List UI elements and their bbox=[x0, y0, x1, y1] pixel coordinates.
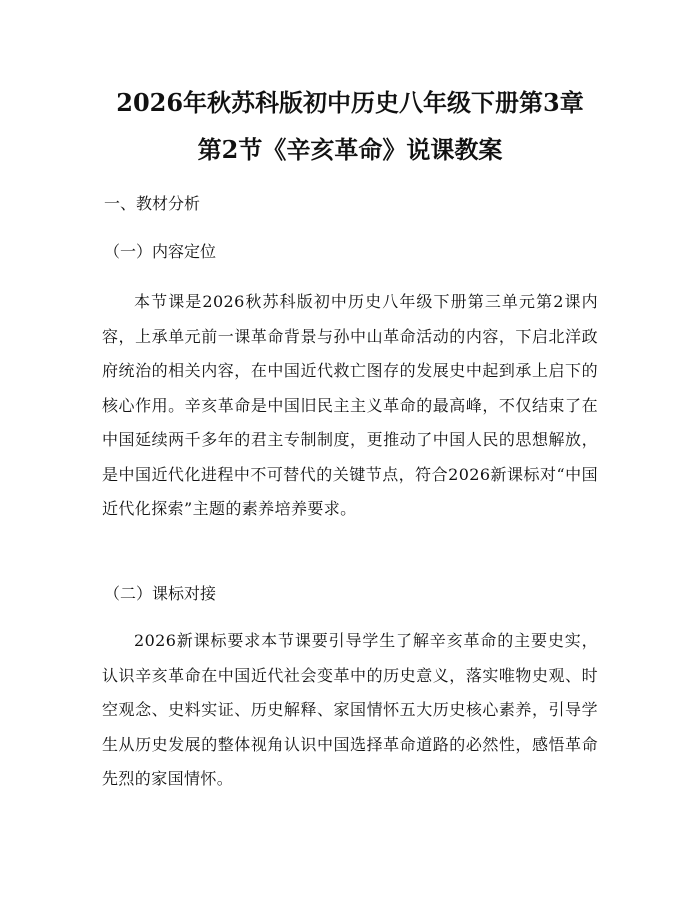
subsection-heading-content-positioning: （一）内容定位 bbox=[104, 242, 217, 261]
section-heading-textbook-analysis: 一、教材分析 bbox=[104, 194, 201, 213]
document-title-line-1: 2026年秋苏科版初中历史八年级下册第3章 bbox=[116, 88, 584, 117]
document-title-line-2: 第2节《辛亥革命》说课教案 bbox=[197, 135, 503, 164]
paragraph-content-positioning: 本节课是2026秋苏科版初中历史八年级下册第三单元第2课内容，上承单元前一课革命背景与孙中山革命活动的内容，下启北洋政府统治的相关内容，在中国近代救亡图存的发展史中起到承上启下的核心作用。辛亥革命是中国旧民主主义革命的最高峰，不仅结束了在中国延续两千多年的君主专制制度，更推动了中国人民的思想解放，是中国近代化进程中不可替代的关键节点，符合2026新课标对“中国近代化探索”主题的素养培养要求。 bbox=[102, 292, 598, 518]
paragraph-curriculum-alignment: 2026新课标要求本节课要引导学生了解辛亥革命的主要史实，认识辛亥革命在中国近代社会变革中的历史意义，落实唯物史观、时空观念、史料实证、历史解释、家国情怀五大历史核心素养，引导学生从历史发展的整体视角认识中国选择革命道路的必然性，感悟革命先烈的家国情怀。 bbox=[102, 631, 598, 788]
subsection-heading-curriculum-alignment: （二）课标对接 bbox=[104, 584, 217, 603]
